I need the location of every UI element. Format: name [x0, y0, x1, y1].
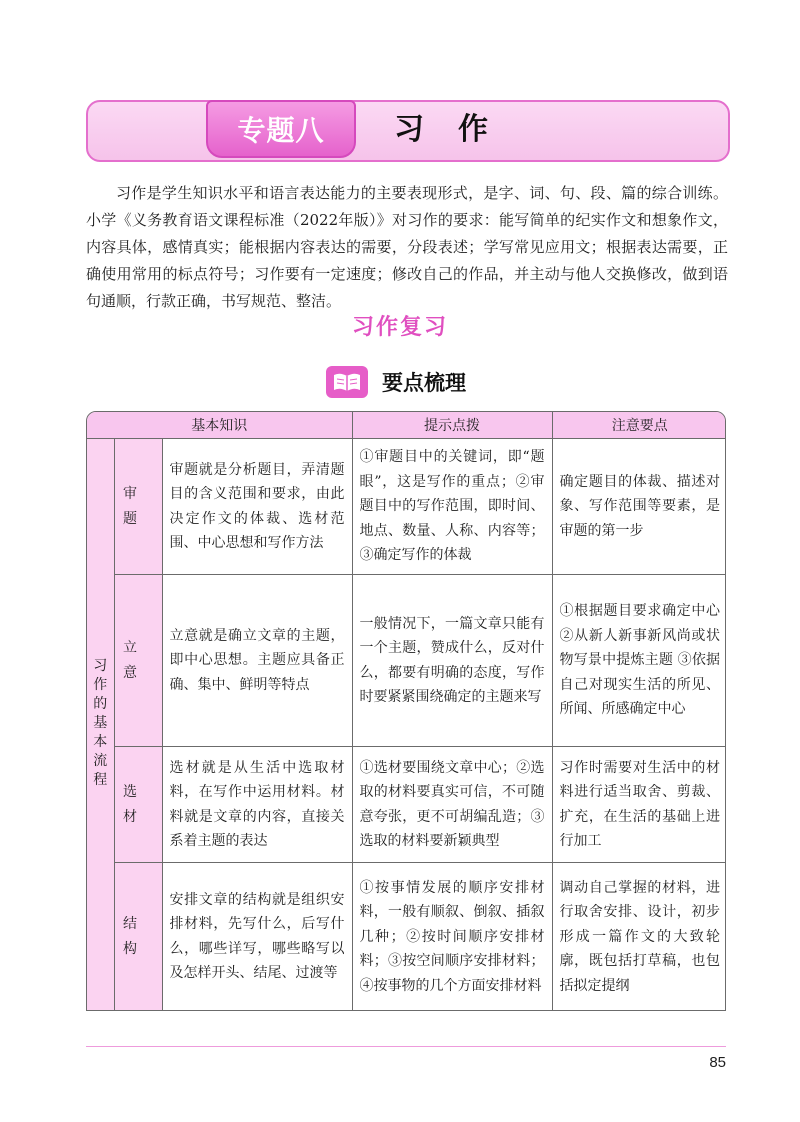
note-cell: 习作时需要对生活中的材料进行适当取舍、剪裁、扩充，在生活的基础上进行加工 — [552, 747, 726, 863]
step-label: 立意 — [114, 575, 162, 747]
page-number: 85 — [709, 1054, 726, 1071]
table-row — [87, 575, 726, 747]
hint-cell: 一般情况下，一篇文章只能有一个主题，赞成什么，反对什么，都要有明确的态度，写作时要紧紧围绕确定的主题来写 — [352, 575, 552, 747]
header-notes: 注意要点 — [552, 412, 726, 439]
footer-divider — [86, 1046, 726, 1047]
header-hints: 提示点拨 — [352, 412, 552, 439]
step-label: 结构 — [114, 863, 162, 1011]
knowledge-cell: 立意就是确立文章的主题，即中心思想。主题应具备正确、集中、鲜明等特点 — [162, 575, 352, 747]
note-cell: 确定题目的体裁、描述对象、写作范围等要素，是审题的第一步 — [552, 439, 726, 575]
table-header-row — [87, 412, 726, 439]
group-label: 习作的基本流程 — [93, 658, 108, 788]
writing-process-table — [86, 411, 726, 1011]
book-icon — [326, 366, 368, 398]
section-title: 习作复习 — [351, 315, 448, 340]
subsection-heading — [326, 364, 466, 400]
table-row — [87, 863, 726, 1011]
knowledge-cell: 安排文章的结构就是组织安排材料，先写什么，后写什么，哪些详写，哪些略写以及怎样开头、结尾、过渡等 — [162, 863, 352, 1011]
note-cell: ①根据题目要求确定中心 ②从新人新事新风尚或状物写景中提炼主题 ③依据自己对现实生活的所见、所闻、所感确定中心 — [552, 575, 726, 747]
table-row — [87, 747, 726, 863]
knowledge-cell: 选材就是从生活中选取材料，在写作中运用材料。材料就是文章的内容，直接关系着主题的表达 — [162, 747, 352, 863]
chapter-title: 习作 — [394, 112, 522, 147]
table-row — [87, 439, 726, 575]
knowledge-cell: 审题就是分析题目，弄清题目的含义范围和要求，由此决定作文的体裁、选材范围、中心思想和写作方法 — [162, 439, 352, 575]
header-basic-knowledge: 基本知识 — [87, 412, 352, 439]
step-label: 审题 — [114, 439, 162, 575]
hint-cell: ①按事情发展的顺序安排材料，一般有顺叙、倒叙、插叙几种；②按时间顺序安排材料；③按空间顺序安排材料；④按事物的几个方面安排材料 — [352, 863, 552, 1011]
hint-cell: ①审题目中的关键词，即“题眼”，这是写作的重点；②审题目中的写作范围，即时间、地点、数量、人称、内容等；③确定写作的体裁 — [352, 439, 552, 575]
group-label-cell — [87, 439, 114, 1011]
chapter-tag: 专题八 — [206, 100, 356, 158]
subsection-title: 要点梳理 — [382, 371, 466, 395]
intro-paragraph: 习作是学生知识水平和语言表达能力的主要表现形式，是字、词、句、段、篇的综合训练。小学《义务教育语文课程标准（2022年版）》对习作的要求：能写简单的纪实作文和想象作文，内容具体，感情真实；能根据内容表达的需要，分段表述；学写常见应用文；根据表达需要，正确使用常用的标点符号；习作要有一定速度；修改自己的作品，并主动与他人交换修改，做到语句通顺，行款正确，书写规范、整洁。 — [86, 184, 728, 310]
hint-cell: ①选材要围绕文章中心；②选取的材料要真实可信，不可随意夸张，更不可胡编乱造；③选取的材料要新颖典型 — [352, 747, 552, 863]
step-label: 选材 — [114, 747, 162, 863]
note-cell: 调动自己掌握的材料，进行取舍安排、设计，初步形成一篇作文的大致轮廓，既包括打草稿，也包括拟定提纲 — [552, 863, 726, 1011]
